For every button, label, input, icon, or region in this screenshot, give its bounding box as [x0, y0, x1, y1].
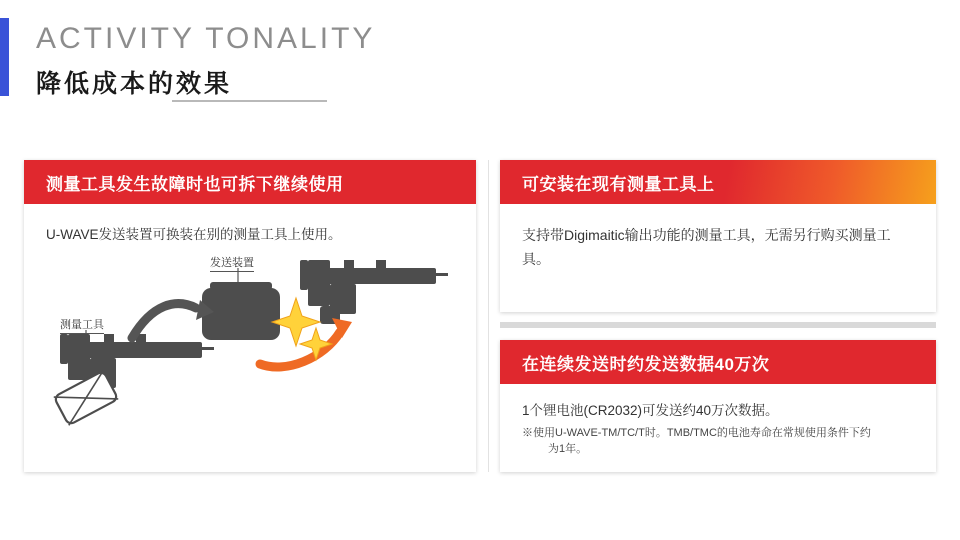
- card-right-top-heading: 可安装在现有测量工具上: [500, 160, 936, 204]
- column-divider: [488, 160, 489, 472]
- card-right-bottom-heading: 在连续发送时约发送数据40万次: [500, 340, 936, 384]
- card-right-bottom-main-text: 1个锂电池(CR2032)可发送约40万次数据。: [522, 403, 779, 418]
- right-column-divider: [500, 322, 936, 328]
- label-measuring-tool: 测量工具: [60, 316, 104, 334]
- page-title-chinese: 降低成本的效果: [36, 70, 233, 98]
- accent-bar: [0, 18, 9, 96]
- slide-header: [0, 12, 400, 102]
- card-right-top: [500, 160, 936, 312]
- card-right-bottom-body: [500, 384, 936, 458]
- card-left: [24, 160, 476, 472]
- page-title-english: ACTIVITY TONALITY: [36, 22, 376, 55]
- card-right-bottom: [500, 340, 936, 472]
- illustration-svg: [24, 246, 476, 472]
- title-underline: [172, 100, 327, 102]
- illustration-transmitter-swap: [24, 246, 476, 472]
- note-line-1: ※使用U-WAVE-TM/TC/T时。TMB/TMC的电池寿命在常规使用条件下约: [522, 426, 871, 439]
- card-right-top-body: 支持带Digimaitic输出功能的测量工具，无需另行购买测量工具。: [522, 227, 891, 267]
- card-right-bottom-note: [522, 425, 914, 458]
- card-left-heading: 测量工具发生故障时也可拆下继续使用: [24, 160, 476, 204]
- label-transmitter: 发送装置: [210, 254, 254, 272]
- note-line-2: 为1年。: [548, 443, 588, 456]
- card-left-body: U-WAVE发送装置可换装在别的测量工具上使用。: [46, 227, 342, 242]
